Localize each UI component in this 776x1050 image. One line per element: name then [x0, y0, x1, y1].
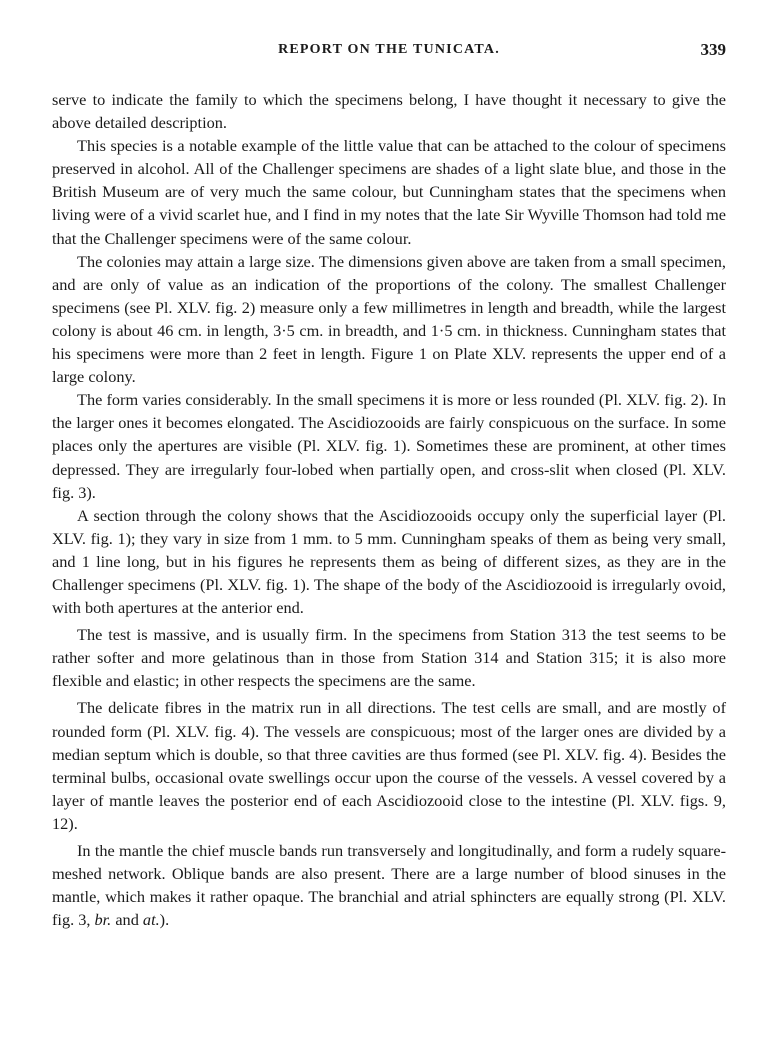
paragraph: The delicate fibres in the matrix run in all directions. The test cells are small, and are mostly of rounded form (Pl. XLV. fig. 4). The vessels are conspicuous; most of the larger ones are divided by a median septum which is double, so that three cavities are thus formed (see Pl. XLV. fig. 4). Besides the terminal bulbs, occasional ovate swellings occur upon the course of the vessels. A vessel covered by a layer of mantle leaves the posterior end of each Ascidiozooid close to the intestine (Pl. XLV. figs. 9, 12).	[52, 698, 726, 833]
paragraph: The form varies considerably. In the small specimens it is more or less rounded (Pl. XLV. fig. 2). In the larger ones it becomes elongated. The Ascidiozooids are fairly conspicuous on the surface. In some places only the apertures are visible (Pl. XLV. fig. 1). Sometimes these are prominent, at other times depressed. They are irregularly four-lobed when partially open, and cross-slit when closed (Pl. XLV. fig. 3).	[52, 390, 726, 502]
paragraph-text: and	[111, 910, 143, 930]
running-title: REPORT ON THE TUNICATA.	[278, 42, 500, 57]
abbreviation-branchial: br.	[94, 910, 112, 930]
page-header	[52, 42, 726, 64]
paragraph	[52, 839, 726, 931]
paragraph: The colonies may attain a large size. The dimensions given above are taken from a small specimen, and are only of value as an indication of the proportions of the colony. The smallest Challenger specimens (see Pl. XLV. fig. 2) measure only a few millimetres in length and breadth, while the largest colony is about 46 cm. in length, 3·5 cm. in breadth, and 1·5 cm. in thickness. Cunningham states that his specimens were more than 2 feet in length. Figure 1 on Plate XLV. represents the upper end of a large colony.	[52, 251, 726, 387]
paragraph-text: ).	[159, 910, 170, 930]
paragraph: serve to indicate the family to which the specimens belong, I have thought it necessary to give the above detailed description.	[52, 90, 726, 133]
page-number: 339	[700, 40, 726, 59]
paragraph: This species is a notable example of the little value that can be attached to the colour of specimens preserved in alcohol. All of the Challenger specimens are shades of a light slate blue, and those in the British Museum are of very much the same colour, but Cunningham states that the specimens when living were of a vivid scarlet hue, and I find in my notes that the late Sir Wyville Thomson had told me that the Challenger specimens were of the same colour.	[52, 136, 726, 248]
paragraph-text: In the mantle the chief muscle bands run transversely and longitudinally, and form a rudely square-meshed network. Oblique bands are also present. There are a large number of blood sinuses in the mantle, which makes it rather opaque. The branchial and atrial sphincters are equally strong (Pl. XLV. fig. 3,	[52, 841, 726, 930]
paragraph: The test is massive, and is usually firm. In the specimens from Station 313 the test seems to be rather softer and more gelatinous than in those from Station 314 and Station 315; it is also more flexible and elastic; in other respects the specimens are the same.	[52, 625, 726, 691]
paragraph: A section through the colony shows that the Ascidiozooids occupy only the superficial layer (Pl. XLV. fig. 1); they vary in size from 1 mm. to 5 mm. Cunningham speaks of them as being very small, and 1 line long, but in his figures he represents them as being of different sizes, as they are in the Challenger specimens (Pl. XLV. fig. 1). The shape of the body of the Ascidiozooid is irregularly ovoid, with both apertures at the anterior end.	[52, 505, 726, 618]
abbreviation-atrial: at.	[142, 910, 160, 930]
body-text	[52, 88, 726, 931]
